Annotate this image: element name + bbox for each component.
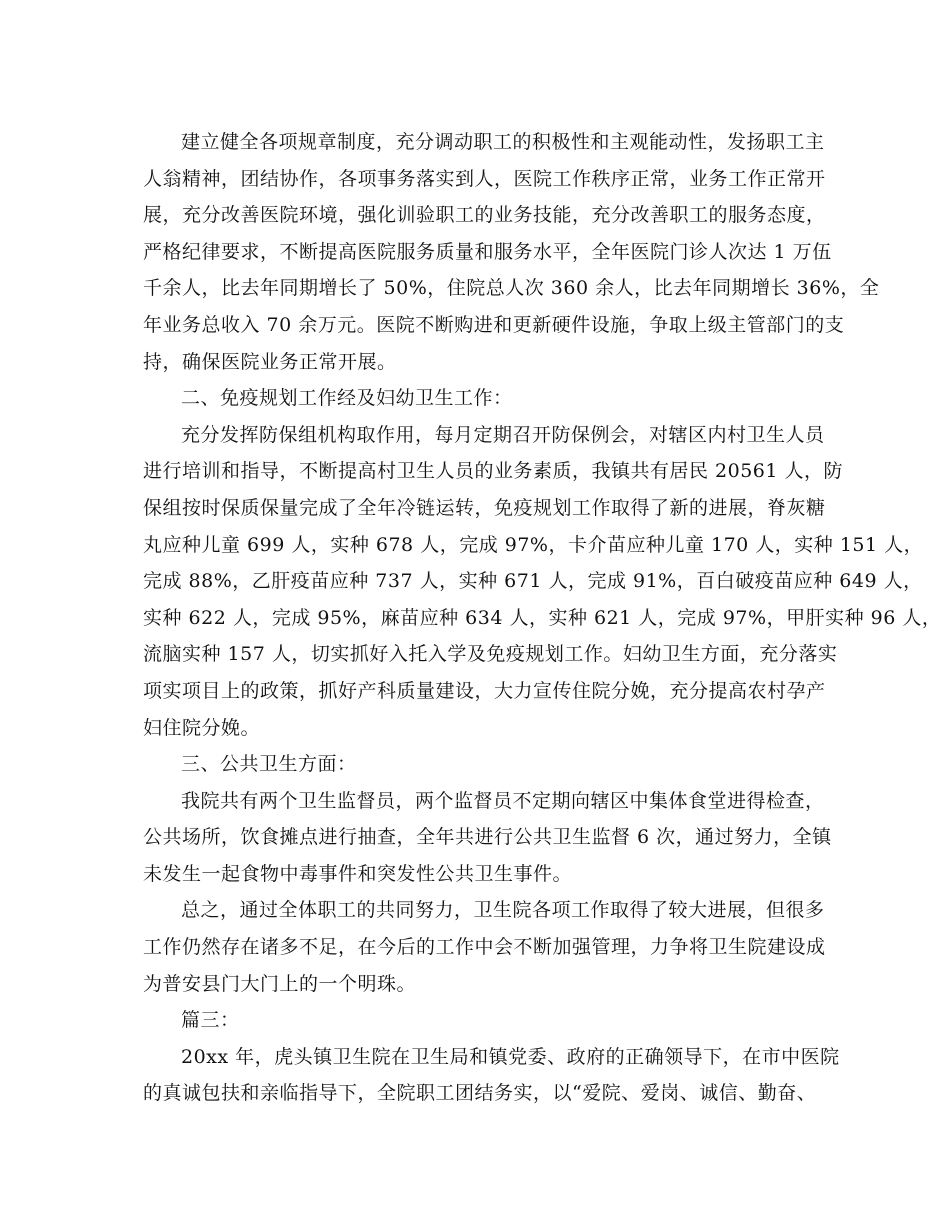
text-line: 未发生一起食物中毒事件和突发性公共卫生事件。 bbox=[143, 862, 573, 885]
text-line: 二、免疫规划工作经及妇幼卫生工作： bbox=[181, 387, 513, 410]
text-line: 建立健全各项规章制度，充分调动职工的积极性和主观能动性，发扬职工主 bbox=[181, 131, 825, 153]
text-line: 人翁精神，团结协作，各项事务落实到人，医院工作秩序正常，业务工作正常开 bbox=[143, 167, 826, 190]
text-line: 公共场所，饮食摊点进行抽查，全年共进行公共卫生监督 6 次，通过努力，全镇 bbox=[143, 826, 832, 849]
text-line: 保组按时保质保量完成了全年冷链运转，免疫规划工作取得了新的进展，脊灰糖 bbox=[143, 496, 826, 519]
text-line: 充分发挥防保组机构取作用，每月定期召开防保例会，对辖区内村卫生人员 bbox=[181, 423, 825, 446]
document-body bbox=[143, 124, 942, 1112]
text-line: 年业务总收入 70 余万元。医院不断购进和更新硬件设施，争取上级主管部门的支 bbox=[143, 313, 845, 336]
text-line: 篇三： bbox=[181, 1009, 240, 1032]
text-line: 我院共有两个卫生监督员，两个监督员不定期向辖区中集体食堂进得检查， bbox=[181, 789, 825, 812]
text-line: 20xx 年，虎头镇卫生院在卫生局和镇党委、政府的正确领导下，在市中医院 bbox=[181, 1045, 840, 1068]
text-line: 流脑实种 157 人，切实抓好入托入学及免疫规划工作。妇幼卫生方面，充分落实 bbox=[143, 643, 838, 666]
text-line: 的真诚包扶和亲临指导下，全院职工团结务实，以“爱院、爱岗、诚信、勤奋、 bbox=[143, 1082, 817, 1105]
text-line: 三、公共卫生方面： bbox=[181, 753, 357, 776]
text-line: 总之，通过全体职工的共同努力，卫生院各项工作取得了较大进展，但很多 bbox=[181, 899, 825, 922]
text-line: 严格纪律要求，不断提高医院服务质量和服务水平，全年医院门诊人次达 1 万伍 bbox=[143, 240, 832, 263]
text-line: 完成 88%，乙肝疫苗应种 737 人，实种 671 人，完成 91%，百白破疫苗应种 649 人， bbox=[143, 570, 923, 593]
text-line: 展，充分改善医院环境，强化训验职工的业务技能，充分改善职工的服务态度， bbox=[143, 204, 826, 227]
text-line: 持，确保医院业务正常开展。 bbox=[143, 350, 397, 373]
text-line: 为普安县门大门上的一个明珠。 bbox=[143, 972, 417, 995]
text-line: 工作仍然存在诸多不足，在今后的工作中会不断加强管理，力争将卫生院建设成 bbox=[143, 936, 826, 959]
text-line: 千余人，比去年同期增长了 50%，住院总人次 360 余人，比去年同期增长 36%，全 bbox=[143, 277, 880, 300]
text-line: 丸应种儿童 699 人，实种 678 人，完成 97%，卡介苗应种儿童 170 人，实种 151 人， bbox=[143, 533, 924, 556]
text-line: 进行培训和指导，不断提高村卫生人员的业务素质，我镇共有居民 20561 人，防 bbox=[143, 460, 844, 483]
text-line: 妇住院分娩。 bbox=[143, 716, 261, 739]
text-line: 实种 622 人，完成 95%，麻苗应种 634 人，实种 621 人，完成 97%，甲肝实种 96 人， bbox=[143, 606, 942, 629]
text-line: 项实项目上的政策，抓好产科质量建设，大力宣传住院分娩，充分提高农村孕产 bbox=[143, 679, 826, 702]
